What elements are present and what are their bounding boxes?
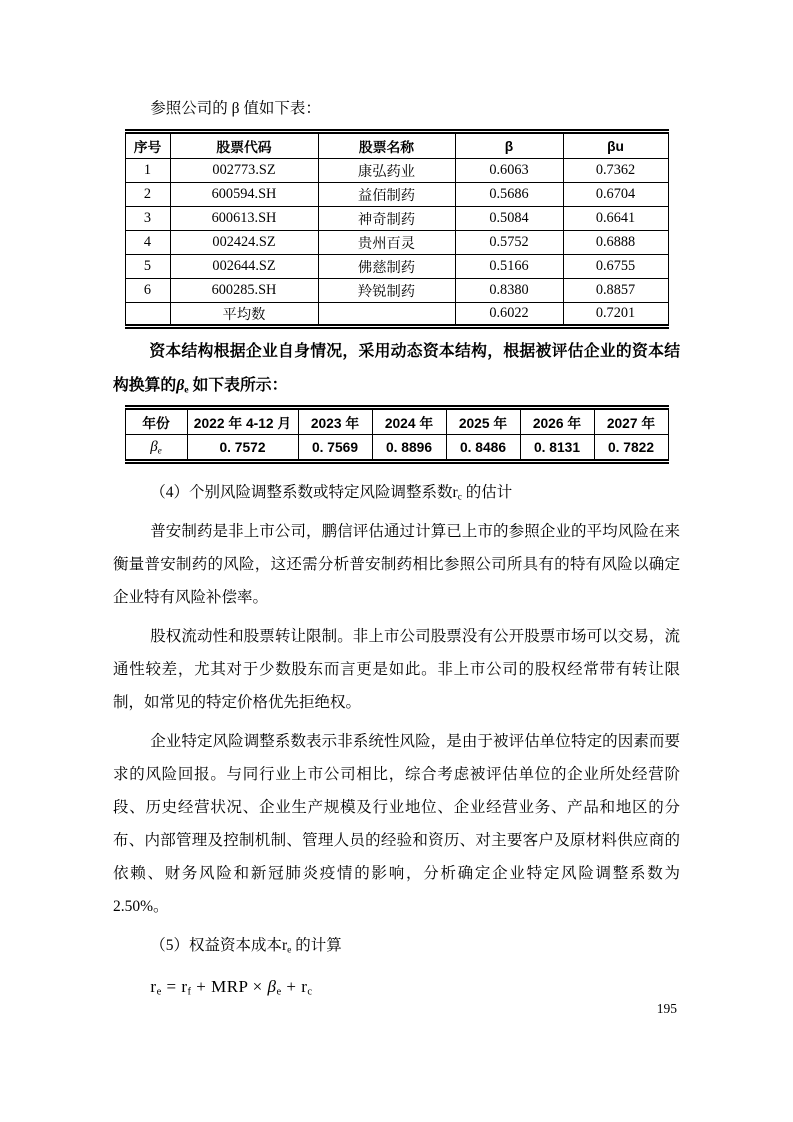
- table-cell: 0. 8486: [446, 435, 520, 462]
- table-cell: 益佰制药: [318, 183, 455, 207]
- re-symbol: r: [281, 937, 288, 954]
- rc-symbol: r: [452, 484, 458, 501]
- column-header-period: 2024 年: [372, 408, 446, 435]
- heading4-suffix: 的估计: [461, 484, 513, 501]
- table-row: [125, 255, 668, 279]
- table-cell: 5: [125, 255, 170, 279]
- formula-r: r: [150, 977, 157, 996]
- column-header-period: 2027 年: [594, 408, 668, 435]
- formula-eq-r: = r: [161, 977, 188, 996]
- page-number: 195: [656, 1001, 677, 1016]
- table-cell: 2: [125, 183, 170, 207]
- table-cell: 0. 8131: [520, 435, 594, 462]
- column-header-stock-name: 股票名称: [318, 132, 455, 159]
- table-cell: 0. 7822: [594, 435, 668, 462]
- table-cell: 0.8380: [455, 279, 563, 303]
- reference-beta-table: [125, 129, 669, 329]
- page-content: [113, 92, 680, 997]
- column-header-beta: β: [455, 132, 563, 159]
- table-cell: 0.6063: [455, 159, 563, 183]
- table-row: [125, 231, 668, 255]
- beta-symbol: β: [150, 438, 158, 455]
- row-label-year: 年份: [125, 408, 187, 435]
- table-cell: 3: [125, 207, 170, 231]
- formula-plus-r: + r: [281, 977, 308, 996]
- table-cell: 6: [125, 279, 170, 303]
- table-cell: 神奇制药: [318, 207, 455, 231]
- heading5-suffix: 的计算: [291, 937, 342, 954]
- column-header-stock-code: 股票代码: [170, 132, 318, 159]
- column-header-period: 2026 年: [520, 408, 594, 435]
- formula-sub-e2: e: [276, 986, 282, 998]
- paragraph-specific-risk-factors: 企业特定风险调整系数表示非系统性风险，是由于被评估单位特定的因素而要求的风险回报。与同行业上市公司相比，综合考虑被评估单位的企业所处经营阶段、历史经营状况、企业生产规模及行业地位、企业经营业务、产品和地区的分布、内部管理及控制机制、管理人员的经验和资历、对主要客户及原材料供应商的依赖、财务风险和新冠肺炎疫情的影响，分析确定企业特定风险调整系数为2.50%。: [113, 733, 680, 915]
- table-row: [125, 279, 668, 303]
- table-cell: 4: [125, 231, 170, 255]
- column-header-period: 2025 年: [446, 408, 520, 435]
- table-cell: 002773.SZ: [170, 159, 318, 183]
- bold-para-post: 如下表所示：: [188, 376, 288, 394]
- table-cell: 002644.SZ: [170, 255, 318, 279]
- table-cell: 0.6888: [563, 231, 668, 255]
- table-cell: 贵州百灵: [318, 231, 455, 255]
- table-cell: 600285.SH: [170, 279, 318, 303]
- paragraph-specific-risk-intro: 普安制药是非上市公司，鹏信评估通过计算已上市的参照企业的平均风险在来衡量普安制药的风险，这还需分析普安制药相比参照公司所具有的特有风险以确定企业特有风险补偿率。: [113, 523, 680, 606]
- table-cell: 0. 8896: [372, 435, 446, 462]
- beta-symbol: β: [176, 376, 185, 394]
- table-row: [125, 183, 668, 207]
- section-heading-4: [113, 476, 680, 509]
- table-cell: 羚锐制药: [318, 279, 455, 303]
- table-cell: 0. 7572: [187, 435, 298, 462]
- formula-sub-f: f: [187, 986, 192, 998]
- table-cell: 0.5084: [455, 207, 563, 231]
- table-cell: [125, 303, 170, 327]
- table-cell: 佛慈制药: [318, 255, 455, 279]
- paragraph-liquidity-restriction: 股权流动性和股票转让限制。非上市公司股票没有公开股票市场可以交易，流通性较差，尤其对于少数股东而言更是如此。非上市公司的股权经常带有转让限制，如常见的特定价格优先拒绝权。: [113, 628, 680, 711]
- table-cell: 0.5686: [455, 183, 563, 207]
- table-cell: 1: [125, 159, 170, 183]
- intro-line: 参照公司的 β 值如下表：: [150, 100, 321, 117]
- table-cell: 0.7362: [563, 159, 668, 183]
- table-cell: 0.7201: [563, 303, 668, 327]
- beta-e-by-year-table: [125, 405, 669, 464]
- table-cell: 002424.SZ: [170, 231, 318, 255]
- equity-cost-formula: [150, 977, 680, 997]
- table-value-row: [125, 435, 668, 462]
- section-heading-5: [113, 929, 680, 962]
- heading5-text: （5）权益资本成本: [150, 937, 282, 954]
- column-header-beta-u: βu: [563, 132, 668, 159]
- formula-beta: β: [267, 977, 277, 996]
- heading4-text: （4）个别风险调整系数或特定风险调整系数: [150, 484, 453, 501]
- formula-sub-e: e: [156, 986, 162, 998]
- table-cell: 0.6755: [563, 255, 668, 279]
- table-cell: 0.5752: [455, 231, 563, 255]
- table-cell: 600594.SH: [170, 183, 318, 207]
- beta-e-label: [125, 435, 187, 462]
- column-header-index: 序号: [125, 132, 170, 159]
- table-cell: 康弘药业: [318, 159, 455, 183]
- table-cell: 平均数: [170, 303, 318, 327]
- table-cell: 0.6704: [563, 183, 668, 207]
- table-header-row: [125, 132, 668, 159]
- table-cell: 0.8857: [563, 279, 668, 303]
- table-row: [125, 207, 668, 231]
- capital-structure-paragraph: [113, 335, 680, 402]
- rc-subscript: c: [457, 491, 462, 503]
- beta-subscript: e: [184, 383, 189, 395]
- table-cell: 0.6641: [563, 207, 668, 231]
- table-cell: 0.6022: [455, 303, 563, 327]
- table-cell: 600613.SH: [170, 207, 318, 231]
- table-cell: 0.5166: [455, 255, 563, 279]
- formula-mrp: + MRP ×: [191, 977, 268, 996]
- table-row: [125, 159, 668, 183]
- table-cell: [318, 303, 455, 327]
- beta-subscript: e: [157, 445, 162, 456]
- re-subscript: e: [287, 944, 292, 956]
- column-header-period: 2022 年 4-12 月: [187, 408, 298, 435]
- column-header-period: 2023 年: [298, 408, 372, 435]
- table-header-row: [125, 408, 668, 435]
- table-average-row: [125, 303, 668, 327]
- table-cell: 0. 7569: [298, 435, 372, 462]
- bold-para-pre: 资本结构根据企业自身情况，采用动态资本结构，根据被评估企业的资本结构换算的: [113, 343, 680, 394]
- formula-sub-c: c: [307, 986, 313, 998]
